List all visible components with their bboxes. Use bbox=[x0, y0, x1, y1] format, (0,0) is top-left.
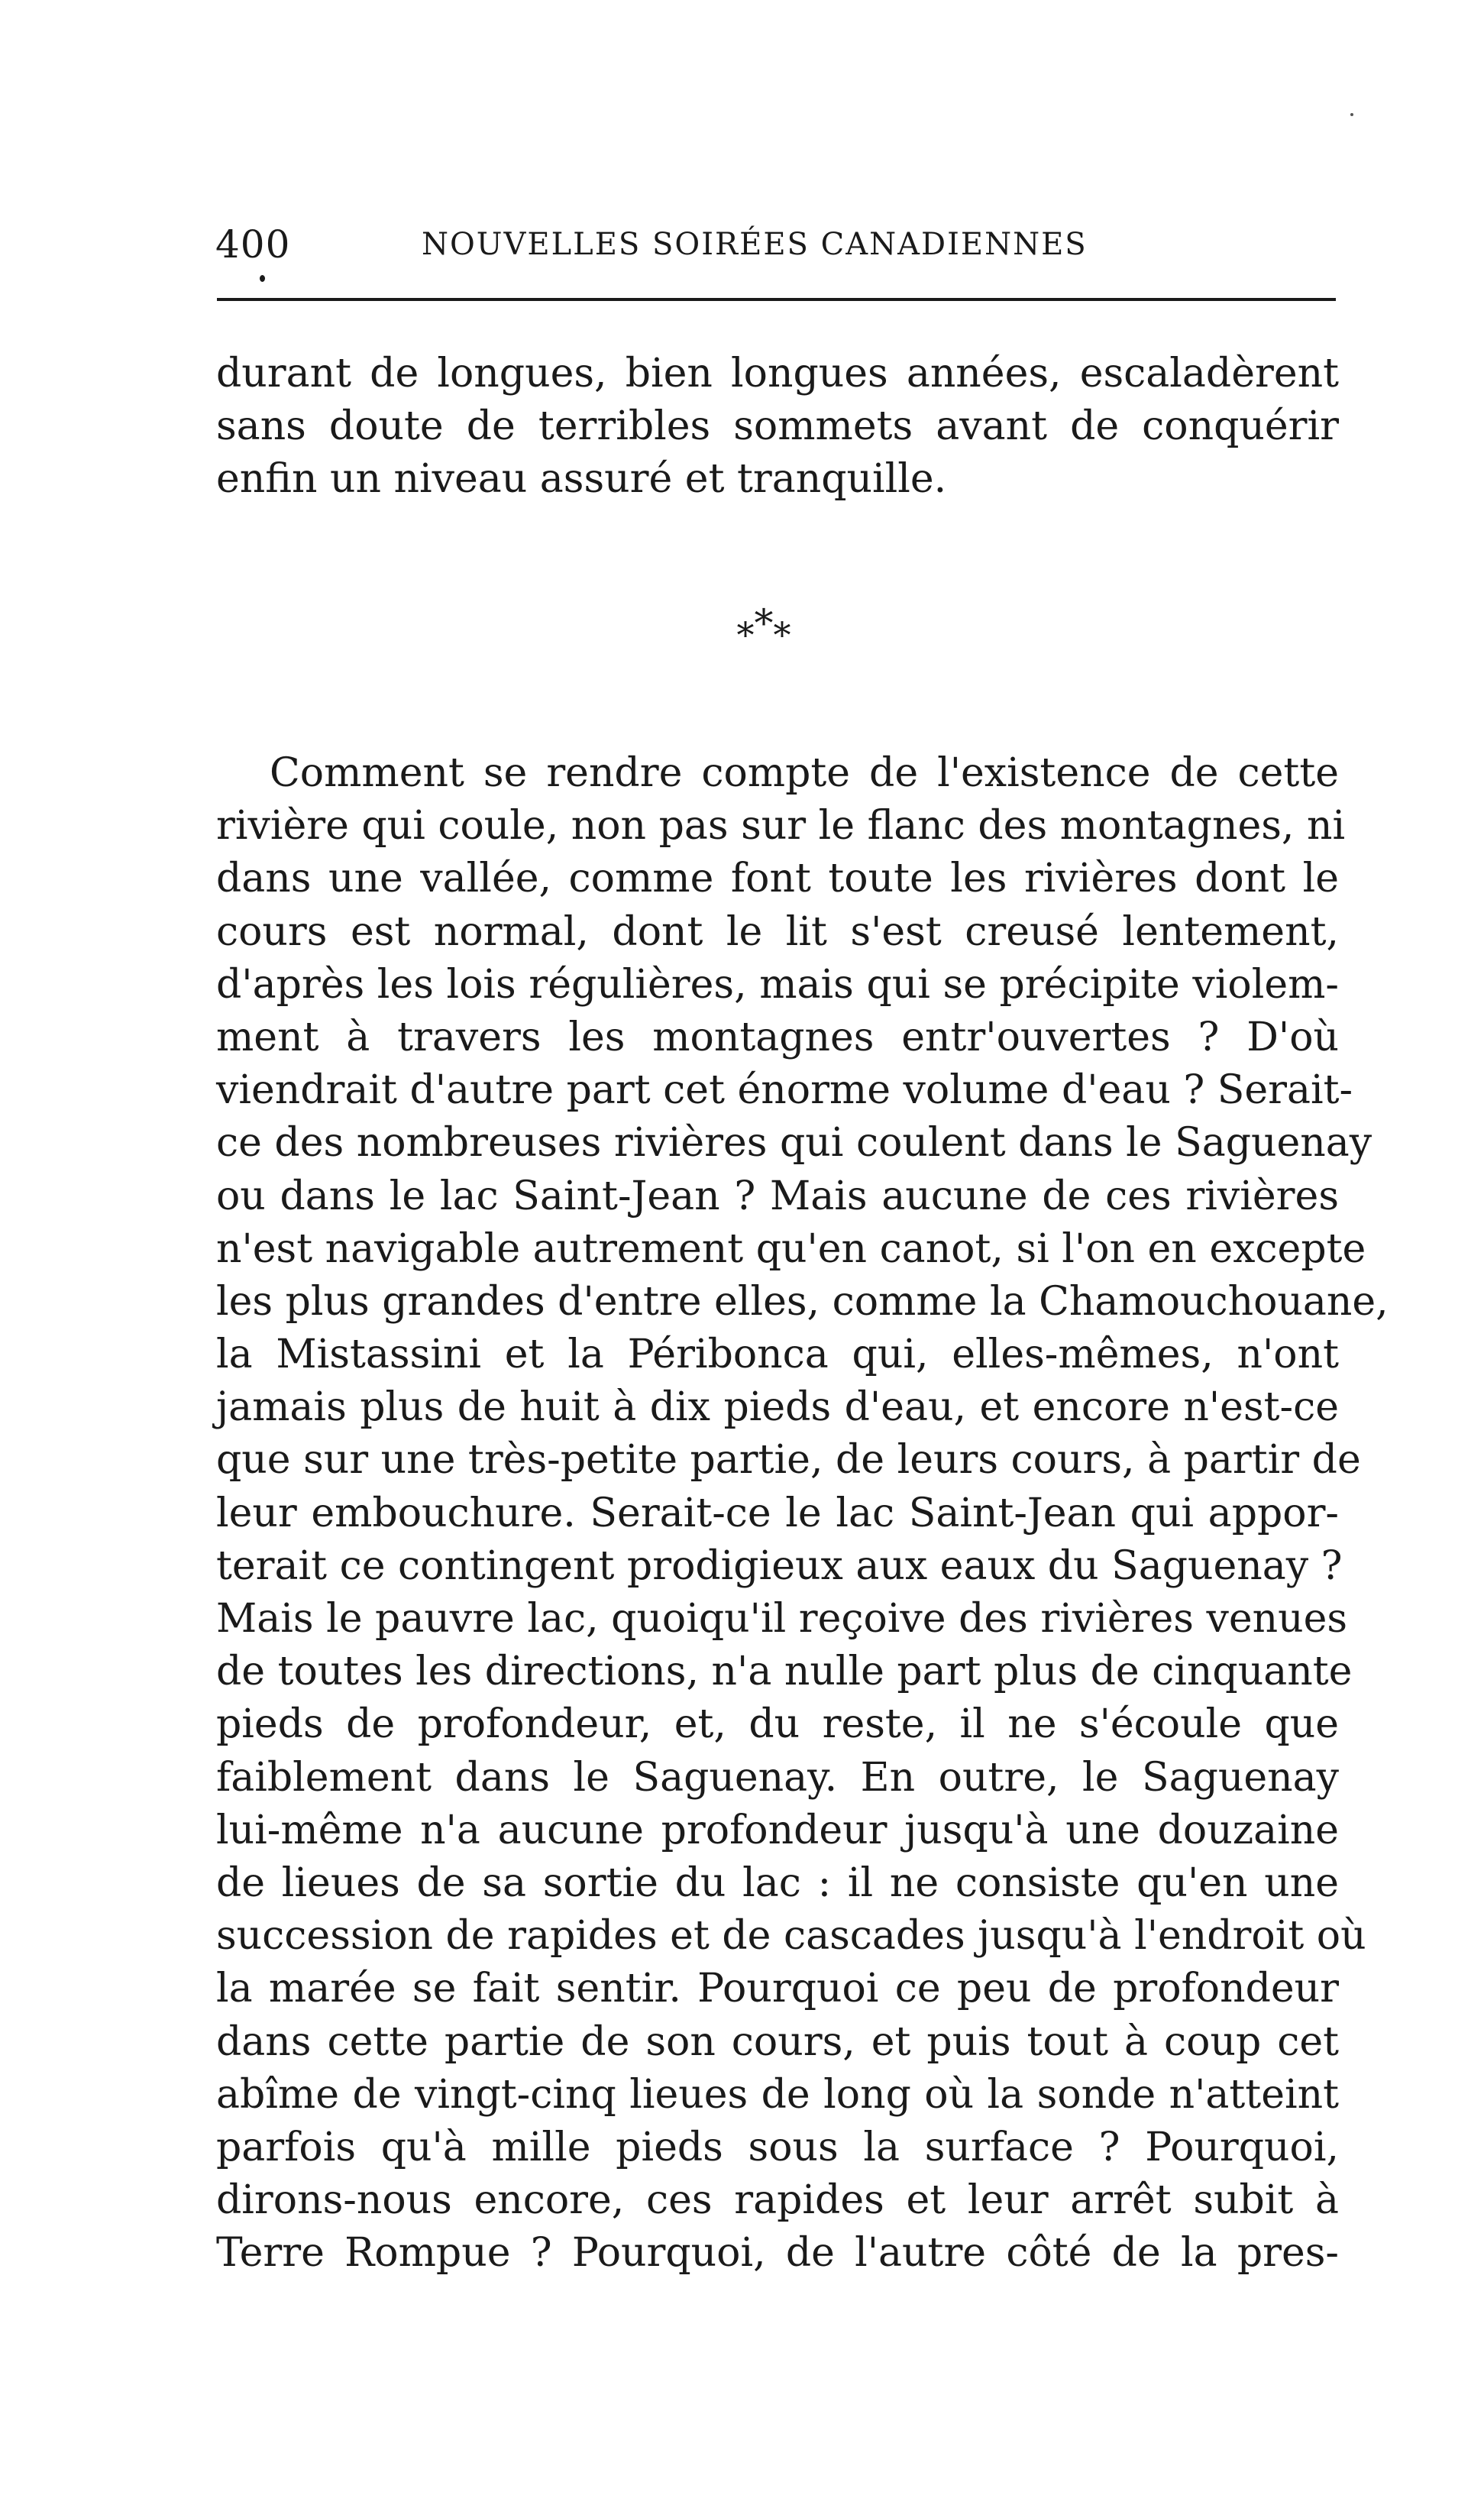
asterism-left-star: * bbox=[736, 614, 755, 655]
asterism-top-star: * bbox=[754, 601, 774, 646]
text-line: ou dans le lac Saint-Jean ? Mais aucune de ces rivières bbox=[216, 1173, 1339, 1219]
text-line: dans une vallée, comme font toute les rivières dont le bbox=[216, 856, 1339, 902]
text-line: pieds de profondeur, et, du reste, il ne s'écoule que bbox=[216, 1701, 1339, 1748]
text-line: la marée se fait sentir. Pourquoi ce peu de profondeur bbox=[216, 1966, 1339, 2012]
asterism-right-star: * bbox=[773, 614, 791, 655]
edge-speck bbox=[1350, 113, 1353, 116]
text-line: enfin un niveau assuré et tranquille. bbox=[216, 456, 947, 503]
text-line: sans doute de terribles sommets avant de conquérir bbox=[216, 403, 1339, 450]
text-line: Comment se rendre compte de l'existence de cette bbox=[270, 750, 1339, 796]
text-line: d'après les lois régulières, mais qui se précipite violem- bbox=[216, 961, 1339, 1008]
text-line: la Mistassini et la Péribonca qui, elles-mêmes, n'ont bbox=[216, 1332, 1339, 1378]
header-rule bbox=[217, 298, 1336, 301]
text-line: Terre Rompue ? Pourquoi, de l'autre côté de la pres- bbox=[216, 2230, 1339, 2277]
text-line: ment à travers les montagnes entr'ouvertes ? D'où bbox=[216, 1014, 1339, 1060]
text-line: leur embouchure. Serait-ce le lac Saint-Jean qui appor- bbox=[216, 1490, 1339, 1536]
text-line: rivière qui coule, non pas sur le flanc des montagnes, ni bbox=[216, 803, 1346, 850]
text-line: terait ce contingent prodigieux aux eaux du Saguenay ? bbox=[216, 1542, 1343, 1589]
text-line: de toutes les directions, n'a nulle part plus de cinquante bbox=[216, 1649, 1353, 1695]
running-title: NOUVELLES SOIRÉES CANADIENNES bbox=[422, 227, 1088, 262]
text-line: les plus grandes d'entre elles, comme la Chamouchouane, bbox=[216, 1278, 1389, 1325]
text-line: abîme de vingt-cinq lieues de long où la sonde n'atteint bbox=[216, 2071, 1339, 2118]
text-line: viendrait d'autre part cet énorme volume d'eau ? Serait- bbox=[216, 1067, 1353, 1114]
text-line: que sur une très-petite partie, de leurs cours, à partir de bbox=[216, 1437, 1361, 1484]
text-line: jamais plus de huit à dix pieds d'eau, et encore n'est-ce bbox=[216, 1384, 1339, 1431]
text-line: Mais le pauvre lac, quoiqu'il reçoive des rivières venues bbox=[216, 1596, 1348, 1642]
stray-ink-mark bbox=[260, 275, 265, 282]
text-line: faiblement dans le Saguenay. En outre, le Saguenay bbox=[216, 1754, 1339, 1801]
paragraph-continued bbox=[216, 348, 1339, 507]
text-line: ce des nombreuses rivières qui coulent dans le Saguenay bbox=[216, 1120, 1372, 1167]
text-line: lui-même n'a aucune profondeur jusqu'à une douzaine bbox=[216, 1807, 1339, 1853]
paragraph-main bbox=[216, 747, 1389, 2280]
text-line: n'est navigable autrement qu'en canot, si l'on en excepte bbox=[216, 1225, 1366, 1272]
text-line: dans cette partie de son cours, et puis tout à coup cet bbox=[216, 2018, 1339, 2065]
text-line: succession de rapides et de cascades jusqu'à l'endroit où bbox=[216, 1913, 1366, 1960]
running-head bbox=[215, 218, 1338, 271]
section-asterism bbox=[710, 601, 817, 665]
text-line: durant de longues, bien longues années, escaladèrent bbox=[216, 351, 1339, 396]
text-line: de lieues de sa sortie du lac : il ne consiste qu'en une bbox=[216, 1859, 1339, 1906]
text-line: parfois qu'à mille pieds sous la surface ? Pourquoi, bbox=[216, 2124, 1339, 2170]
page-number: 400 bbox=[215, 222, 291, 267]
text-line: dirons-nous encore, ces rapides et leur arrêt subit à bbox=[216, 2177, 1339, 2224]
text-line: cours est normal, dont le lit s'est creusé lentement, bbox=[216, 908, 1339, 955]
